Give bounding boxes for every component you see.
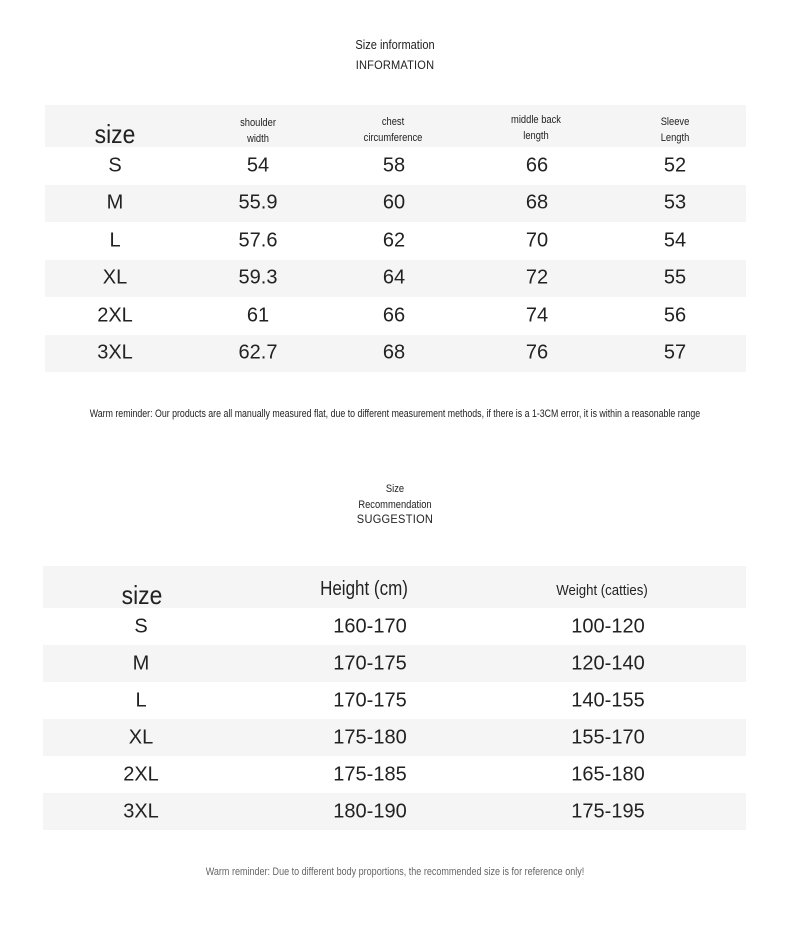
header-sleeve-length: Sleeve Length (660, 116, 690, 144)
size-recommendation-title-1: Size (385, 483, 405, 495)
table-row (45, 335, 746, 373)
cell-chest: 66 (382, 304, 406, 327)
size-information-title: Size information (355, 37, 435, 52)
cell-back: 72 (525, 266, 549, 289)
cell-size: 2XL (123, 763, 159, 785)
cell-weight: 175-195 (571, 800, 645, 822)
cell-chest: 64 (382, 266, 406, 289)
table-row (43, 756, 746, 793)
cell-size: L (135, 689, 147, 711)
cell-height: 180-190 (333, 800, 407, 822)
cell-back: 74 (525, 304, 549, 327)
cell-height: 175-180 (333, 726, 407, 748)
cell-size: S (108, 154, 122, 177)
cell-shoulder: 59.3 (238, 266, 278, 289)
table-row (45, 222, 746, 260)
size-recommendation-subtitle: SUGGESTION (356, 512, 434, 526)
cell-weight: 140-155 (571, 689, 645, 711)
cell-chest: 60 (382, 191, 406, 214)
cell-size: S (134, 615, 148, 637)
header-chest-circumference: chest circumference (363, 116, 423, 144)
cell-sleeve: 56 (663, 304, 687, 327)
size-information-table (45, 105, 746, 372)
cell-weight: 120-140 (571, 652, 645, 674)
cell-size: 2XL (97, 304, 133, 327)
table-row (45, 260, 746, 298)
table-row (43, 682, 746, 719)
size-recommendation-title-2: Recommendation (358, 499, 432, 511)
cell-sleeve: 55 (663, 266, 687, 289)
table-row (45, 147, 746, 185)
cell-height: 170-175 (333, 652, 407, 674)
cell-sleeve: 54 (663, 229, 687, 252)
table-row (43, 608, 746, 645)
table-header (43, 566, 746, 608)
cell-back: 66 (525, 154, 549, 177)
cell-height: 170-175 (333, 689, 407, 711)
header-size: size (121, 580, 163, 610)
table-header (45, 105, 746, 147)
size-recommendation-table (43, 566, 746, 830)
cell-sleeve: 53 (663, 191, 687, 214)
cell-back: 70 (525, 229, 549, 252)
cell-back: 68 (525, 191, 549, 214)
cell-shoulder: 55.9 (238, 191, 278, 214)
recommendation-reminder: Warm reminder: Due to different body proportions, the recommended size is for reference only! (205, 866, 585, 878)
cell-sleeve: 52 (663, 154, 687, 177)
header-shoulder-width: shoulder width (240, 117, 276, 145)
cell-weight: 165-180 (571, 763, 645, 785)
header-weight: Weight (catties) (556, 582, 648, 599)
cell-size: L (109, 229, 121, 252)
header-height: Height (cm) (320, 578, 408, 600)
measurement-reminder: Warm reminder: Our products are all manually measured flat, due to different measurement methods, if there is a 1-3CM error, it is within a reasonable range (89, 408, 701, 420)
table-row (43, 719, 746, 756)
cell-weight: 100-120 (571, 615, 645, 637)
cell-chest: 68 (382, 341, 406, 364)
size-recommendation-heading (0, 484, 790, 525)
cell-back: 76 (525, 341, 549, 364)
cell-shoulder: 54 (246, 154, 270, 177)
size-information-subtitle: INFORMATION (355, 58, 435, 72)
cell-height: 160-170 (333, 615, 407, 637)
cell-shoulder: 62.7 (238, 341, 278, 364)
cell-shoulder: 61 (246, 304, 270, 327)
header-middle-back-length: middle back length (511, 114, 561, 142)
cell-weight: 155-170 (571, 726, 645, 748)
cell-sleeve: 57 (663, 341, 687, 364)
size-information-heading (0, 38, 790, 71)
table-row (45, 185, 746, 223)
table-row (43, 645, 746, 682)
cell-size: 3XL (97, 341, 133, 364)
cell-size: M (106, 191, 124, 214)
cell-shoulder: 57.6 (238, 229, 278, 252)
table-row (45, 297, 746, 335)
cell-chest: 62 (382, 229, 406, 252)
cell-size: 3XL (123, 800, 159, 822)
header-size: size (94, 119, 136, 149)
cell-size: M (132, 652, 150, 674)
cell-height: 175-185 (333, 763, 407, 785)
cell-size: XL (102, 266, 128, 289)
cell-chest: 58 (382, 154, 406, 177)
cell-size: XL (128, 726, 154, 748)
table-row (43, 793, 746, 830)
